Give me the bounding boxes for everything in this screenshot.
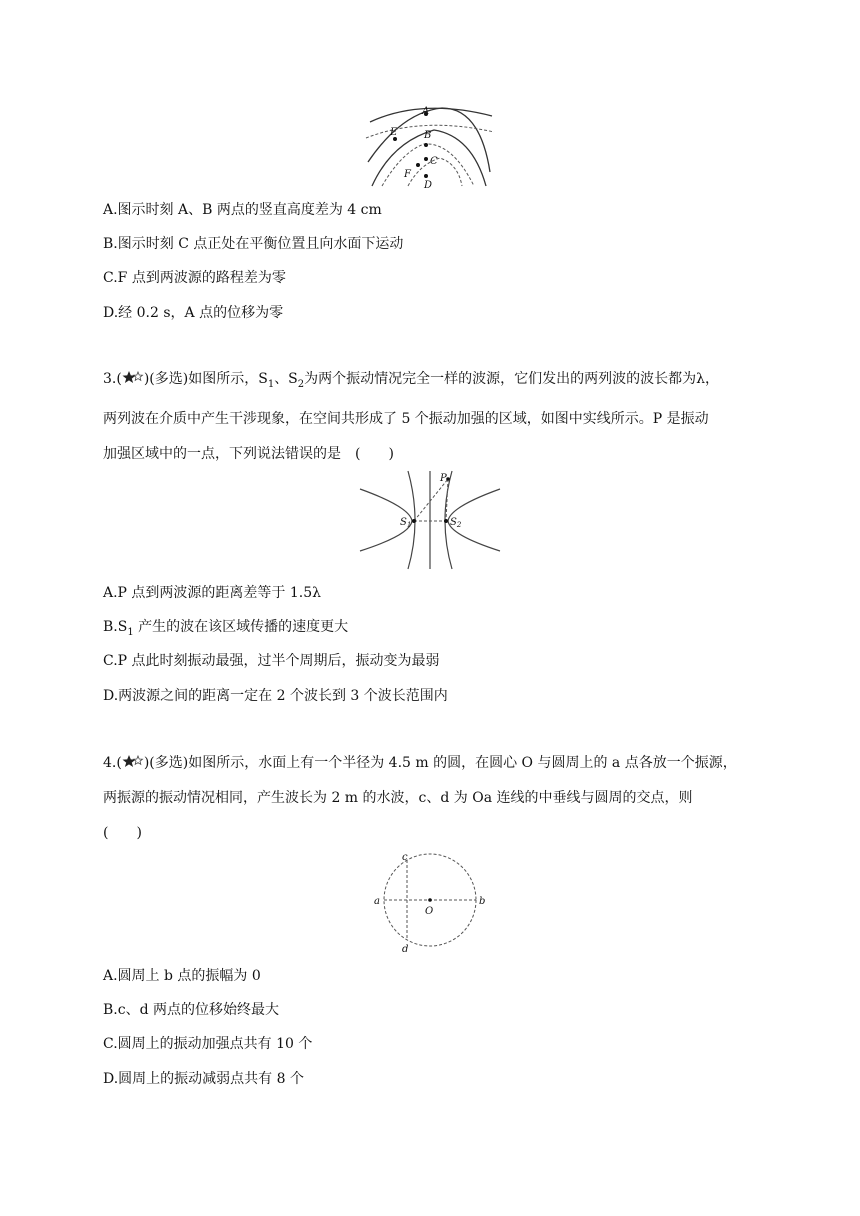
q4-option-b: B.c、d 两点的位移始终最大 bbox=[103, 1002, 279, 1018]
q2-option-b: B.图示时刻 C 点正处在平衡位置且向水面下运动 bbox=[103, 236, 404, 252]
q3-stem-line2: 两列波在介质中产生干涉现象，在空间共形成了 5 个振动加强的区域，如图中实线所示。P 是振动 bbox=[103, 410, 709, 427]
difficulty-star-icon bbox=[122, 370, 144, 384]
label-a: a bbox=[374, 896, 380, 907]
q4-stem-line3: ( ) bbox=[103, 825, 142, 841]
label-s2: $S_2$ bbox=[450, 517, 462, 529]
q3-stem-line3: 加强区域中的一点，下列说法错误的是 ( ) bbox=[103, 445, 394, 462]
q4-option-d: D.圆周上的振动减弱点共有 8 个 bbox=[103, 1071, 304, 1087]
q2-option-a: A.图示时刻 A、B 两点的竖直高度差为 4 cm bbox=[103, 202, 382, 218]
label-b: b bbox=[479, 896, 486, 907]
label-f: F bbox=[404, 169, 411, 180]
label-o: O bbox=[425, 906, 434, 917]
q3-interference-figure bbox=[358, 467, 502, 571]
q3-option-d: D.两波源之间的距离一定在 2 个波长到 3 个波长范围内 bbox=[103, 688, 448, 704]
q4-stem-line2: 两振源的振动情况相同，产生波长为 2 m 的水波，c、d 为 Oa 连线的中垂线与圆周的交点，则 bbox=[103, 790, 693, 806]
q4-stem-line1: 4.( )(多选)如图所示，水面上有一个半径为 4.5 m 的圆，在圆心 O 与圆周上的 a 点各放一个振源， bbox=[103, 755, 737, 771]
q4-option-a: A.圆周上 b 点的振幅为 0 bbox=[103, 968, 261, 984]
point-d bbox=[424, 174, 428, 178]
label-c: C bbox=[430, 156, 438, 167]
center-point-o bbox=[428, 898, 432, 902]
q2-option-d: D.经 0.2 s，A 点的位移为零 bbox=[103, 305, 284, 321]
q4-circle-figure bbox=[372, 852, 488, 956]
q3-stem-line1: 3.( )(多选)如图所示，$S_1$、$S_2$为两个振动情况完全一样的波源，它们发出的两列波的波长都为λ， bbox=[103, 371, 720, 390]
point-b bbox=[424, 143, 428, 147]
q3-option-b: $B.S_1$ 产生的波在该区域传播的速度更大 bbox=[103, 619, 349, 638]
source-s2 bbox=[444, 519, 448, 523]
q3-option-a: A.P 点到两波源的距离差等于 1.5λ bbox=[103, 585, 322, 601]
q4-option-c: C.圆周上的振动加强点共有 10 个 bbox=[103, 1036, 313, 1052]
point-f bbox=[416, 163, 420, 167]
q3-option-c: C.P 点此时刻振动最强，过半个周期后，振动变为最弱 bbox=[103, 653, 440, 669]
label-s1: $S_1$ bbox=[400, 517, 412, 529]
difficulty-star-icon bbox=[122, 754, 144, 768]
label-d: d bbox=[402, 944, 409, 955]
point-c bbox=[424, 157, 428, 161]
q3-stem bbox=[103, 362, 763, 472]
label-e: E bbox=[390, 127, 398, 138]
label-p: P bbox=[440, 473, 447, 484]
q2-interference-figure bbox=[362, 102, 498, 190]
q4-stem bbox=[103, 746, 763, 851]
label-d: D bbox=[424, 180, 433, 190]
q2-option-c: C.F 点到两波源的路程差为零 bbox=[103, 270, 286, 286]
label-c: c bbox=[402, 852, 408, 863]
label-b: B bbox=[424, 130, 432, 141]
point-p bbox=[446, 477, 450, 481]
label-a: A bbox=[422, 106, 430, 117]
p-to-s1 bbox=[414, 479, 448, 521]
source-s1 bbox=[412, 519, 416, 523]
